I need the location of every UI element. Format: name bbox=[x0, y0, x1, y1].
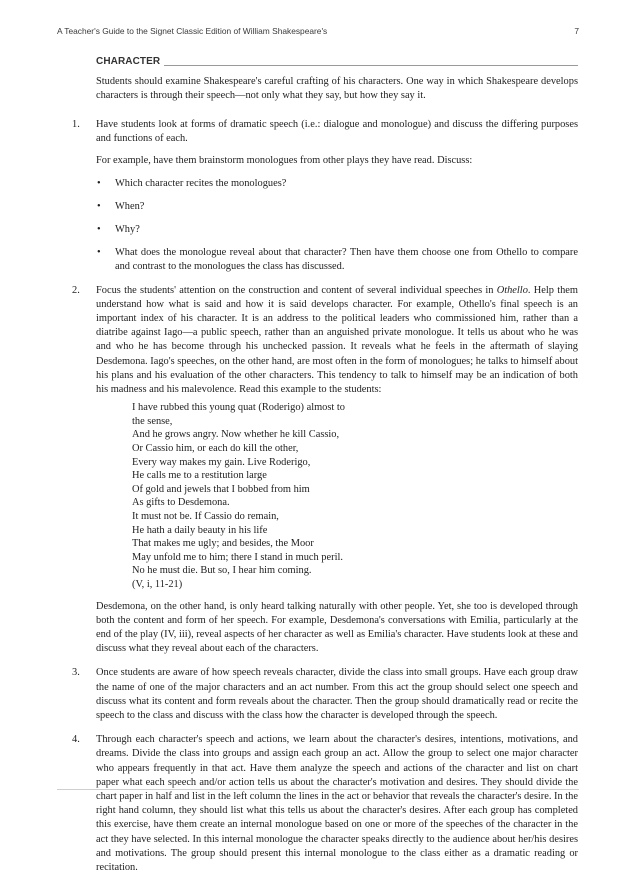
bullet-item bbox=[96, 223, 578, 237]
quote-line: No he must die. But so, I hear him coming. bbox=[132, 565, 312, 577]
activity-item-2 bbox=[72, 284, 578, 657]
bullet-text: Why? bbox=[115, 224, 140, 236]
quote-line: He calls me to a restitution large bbox=[132, 470, 267, 482]
quote-line: And he grows angry. Now whether he kill Cassio, bbox=[132, 429, 340, 441]
bullet-text: What does the monologue reveal about that character? Then have them choose one from Othello to compare and contrast to the monologues the class has discussed. bbox=[115, 247, 578, 273]
header-title: A Teacher's Guide to the Signet Classic Edition of William Shakespeare's bbox=[57, 26, 328, 36]
activity-list bbox=[72, 118, 578, 875]
quote-line: Or Cassio him, or each do kill the other, bbox=[132, 443, 299, 455]
quote-line: As gifts to Desdemona. bbox=[132, 497, 230, 509]
bullet-item bbox=[96, 200, 578, 214]
quote-line: That makes me ugly; and besides, the Moor bbox=[132, 538, 314, 550]
item-text: Through each character's speech and actions, we learn about the character's desires, intentions, motivations, and dreams. Divide the class into groups and assign each group an act. Allow the group to select one major character who appears frequently in that act. Have them analyze the speech and actions of the character and list on chart paper what each speech and/or action tells us about the character's motivation and desires. They should divide the chart paper in half and list in the left column the lines in the act or behavior that reveals the character's desire. In the right hand column, they should list what this tells us about the character's desires. After each group has completed this exercise, have them create an internal monologue based on one or more of the speeches of the character in the act they have selected. In this internal monologue the character speaks directly to the audience about her/his desires and motivations. The group should present this internal monologue to the class either as a dramatic reading or recitation. bbox=[96, 734, 578, 874]
item-text-part: . Help them understand how what is said and how it is said develops character. For example, Othello's final speech is an important index of his character. It is an address to the political leaders who commissioned him, rather than a diatribe against Iago—a public speech, rather than an anguished private monologue. It tells us about who he was and who he has become through his unchecked passion. It reveals what he feels in the aftermath of slaying Desdemona. Iago's speeches, on the other hand, are most often in the form of monologues; he talks to himself about his plans and his evaluation of the other characters. This tendency to talk to himself may be an indication of both his madness and his malevolence. Read this example to the students: bbox=[96, 284, 578, 396]
bullet-icon: • bbox=[97, 177, 101, 189]
quote-line: It must not be. If Cassio do remain, bbox=[132, 511, 279, 522]
item-text: Have students look at forms of dramatic speech (i.e.: dialogue and monologue) and discuss the differing purposes and functions of each. bbox=[96, 119, 578, 145]
discussion-bullets bbox=[96, 177, 578, 275]
item-followup: For example, have them brainstorm monologues from other plays they have read. Discuss: bbox=[96, 155, 473, 167]
item-text: Once students are aware of how speech reveals character, divide the class into small groups. Have each group draw the name of one of the major characters and an act number. From this act the group should select one speech and discuss what its content and form reveals about the character. Then the group should dramatically read or recite the speech to the class and discuss with the class how the character is developed through the speech. bbox=[96, 667, 578, 721]
item-text-part: Focus the students' attention on the construction and content of several individual speeches in bbox=[96, 284, 497, 296]
bullet-icon: • bbox=[97, 224, 101, 236]
section-heading: CHARACTER bbox=[96, 56, 161, 67]
bullet-item bbox=[96, 246, 578, 274]
othello-quote bbox=[132, 401, 578, 591]
character-section bbox=[96, 56, 578, 112]
item-number: 2. bbox=[72, 284, 80, 296]
activity-item-3 bbox=[72, 666, 578, 723]
bullet-text: When? bbox=[115, 200, 145, 212]
page-number: 7 bbox=[574, 26, 579, 36]
item-number: 1. bbox=[72, 119, 80, 130]
quote-citation: (V, i, 11-21) bbox=[132, 578, 183, 590]
quote-line: He hath a daily beauty in his life bbox=[132, 524, 268, 536]
bullet-text: Which character recites the monologues? bbox=[115, 177, 287, 189]
heading-rule bbox=[164, 65, 578, 66]
item-text bbox=[96, 284, 578, 398]
quote-line: I have rubbed this young quat (Roderigo) almost to bbox=[132, 402, 345, 414]
item-after-quote: Desdemona, on the other hand, is only heard talking naturally with other people. Yet, she too is developed through both the content and form of her speech. For example, Desdemona's conversations with Emilia, particularly at the end of the play (IV, iii), reveal aspects of her character as well as Emilia's character. Have students look at these and discuss what they reveal about each of the characters. bbox=[96, 600, 578, 655]
bullet-icon: • bbox=[97, 200, 101, 212]
activity-item-1 bbox=[72, 118, 578, 275]
page-header bbox=[57, 26, 579, 42]
footer-rule bbox=[57, 789, 579, 790]
activity-item-4 bbox=[72, 733, 578, 875]
item-number: 3. bbox=[72, 667, 80, 679]
quote-line: the sense, bbox=[132, 415, 173, 427]
item-number: 4. bbox=[72, 734, 80, 746]
quote-line: Every way makes my gain. Live Roderigo, bbox=[132, 456, 311, 468]
play-title: Othello bbox=[496, 284, 528, 296]
bullet-icon: • bbox=[97, 247, 101, 259]
section-intro: Students should examine Shakespeare's careful crafting of his characters. One way in which Shakespeare develops characters is through their speech—not only what they say, but how they say it. bbox=[96, 76, 578, 102]
bullet-item bbox=[96, 177, 578, 191]
section-heading-row bbox=[96, 56, 578, 68]
quote-line: Of gold and jewels that I bobbed from him bbox=[132, 483, 310, 495]
quote-line: May unfold me to him; there I stand in much peril. bbox=[132, 551, 343, 563]
